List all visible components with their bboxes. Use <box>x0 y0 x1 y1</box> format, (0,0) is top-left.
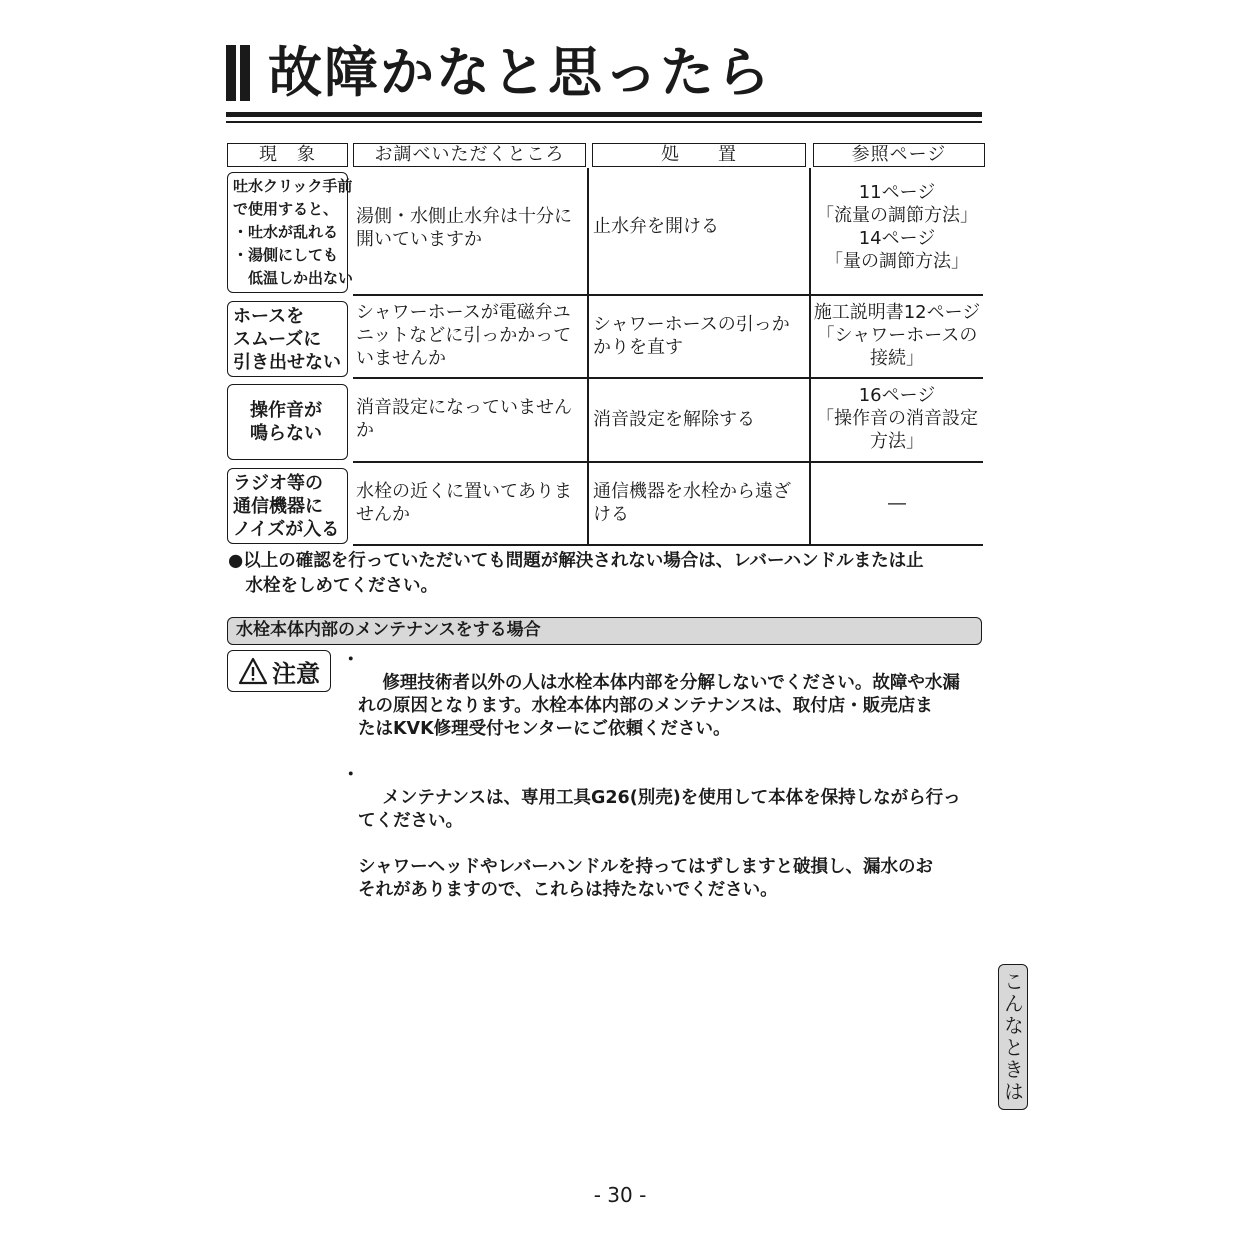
caution-badge <box>227 650 331 692</box>
table-row-action: 通信機器を水栓から遠ざ ける <box>593 481 791 525</box>
table-row-symptom: ホースを スムーズに 引き出せない <box>227 301 348 377</box>
table-row-symptom: 操作音が 鳴らない <box>227 384 348 460</box>
page-title-block <box>226 40 772 106</box>
table-row-check: 消音設定になっていません か <box>356 397 572 441</box>
table-divider <box>587 168 589 546</box>
section-title: 水栓本体内部のメンテナンスをする場合 <box>227 617 982 645</box>
page-title: 故障かなと思ったら <box>268 41 772 104</box>
table-divider <box>353 461 983 463</box>
table-divider <box>353 544 983 546</box>
table-row-check: シャワーホースが電磁弁ユ ニットなどに引っかかって いませんか <box>356 302 572 369</box>
table-row-action: シャワーホースの引っか かりを直す <box>593 314 790 358</box>
table-row-action: 止水弁を開ける <box>593 216 719 237</box>
title-bar-mark <box>226 45 236 101</box>
table-divider <box>353 294 983 296</box>
title-rule <box>226 112 982 117</box>
header-symptom: 現 象 <box>227 143 348 167</box>
table-divider <box>353 377 983 379</box>
table-row-reference: 施工説明書12ページ 「シャワーホースの 接続」 <box>813 302 981 369</box>
title-bar-mark <box>240 45 250 101</box>
table-row-reference: 16ページ 「操作音の消音設定 方法」 <box>816 385 978 452</box>
header-reference: 参照ページ <box>813 143 985 167</box>
list-item-continuation: シャワーヘッドやレバーハンドルを持ってはずしますと破損し、漏水のお それがありますので、これらは持たないでください。 <box>358 857 934 900</box>
caution-list <box>338 649 988 902</box>
header-check: お調べいただくところ <box>353 143 586 167</box>
page-number: - 30 - <box>593 1183 647 1207</box>
warning-triangle-icon <box>238 657 268 685</box>
table-row-action: 消音設定を解除する <box>593 409 755 430</box>
table-row-check: 湯側・水側止水弁は十分に 開いていますか <box>356 206 572 250</box>
list-item: ・ 修理技術者以外の人は水栓本体内部を分解しないでください。故障や水漏 れの原因となります。水栓本体内部のメンテナンスは、取付店・販売店ま たはKVK修理受付センターにご依頼ください。 <box>342 650 960 739</box>
table-row-reference: ― <box>888 493 906 514</box>
table-row-symptom: 吐水クリック手前 で使用すると、 ・吐水が乱れる ・湯側にしても 低温しか出ない <box>227 172 348 293</box>
side-index-tab <box>998 964 1028 1110</box>
title-rule <box>226 121 982 123</box>
table-row-check: 水栓の近くに置いてありま せんか <box>356 481 572 525</box>
note-text: ●以上の確認を行っていただいても問題が解決されない場合は、レバーハンドルまたは止 水栓をしめてください。 <box>228 551 924 596</box>
side-tab-label: こんなときは <box>1000 971 1025 1103</box>
table-row-reference: 11ページ 「流量の調節方法」 14ページ 「量の調節方法」 <box>816 182 978 272</box>
list-item: ・ メンテナンスは、専用工具G26(別売)を使用して本体を保持しながら行っ てください。 <box>342 765 961 831</box>
table-row-symptom: ラジオ等の 通信機器に ノイズが入る <box>227 468 348 544</box>
caution-label: 注意 <box>272 659 320 688</box>
header-action: 処 置 <box>592 143 806 167</box>
